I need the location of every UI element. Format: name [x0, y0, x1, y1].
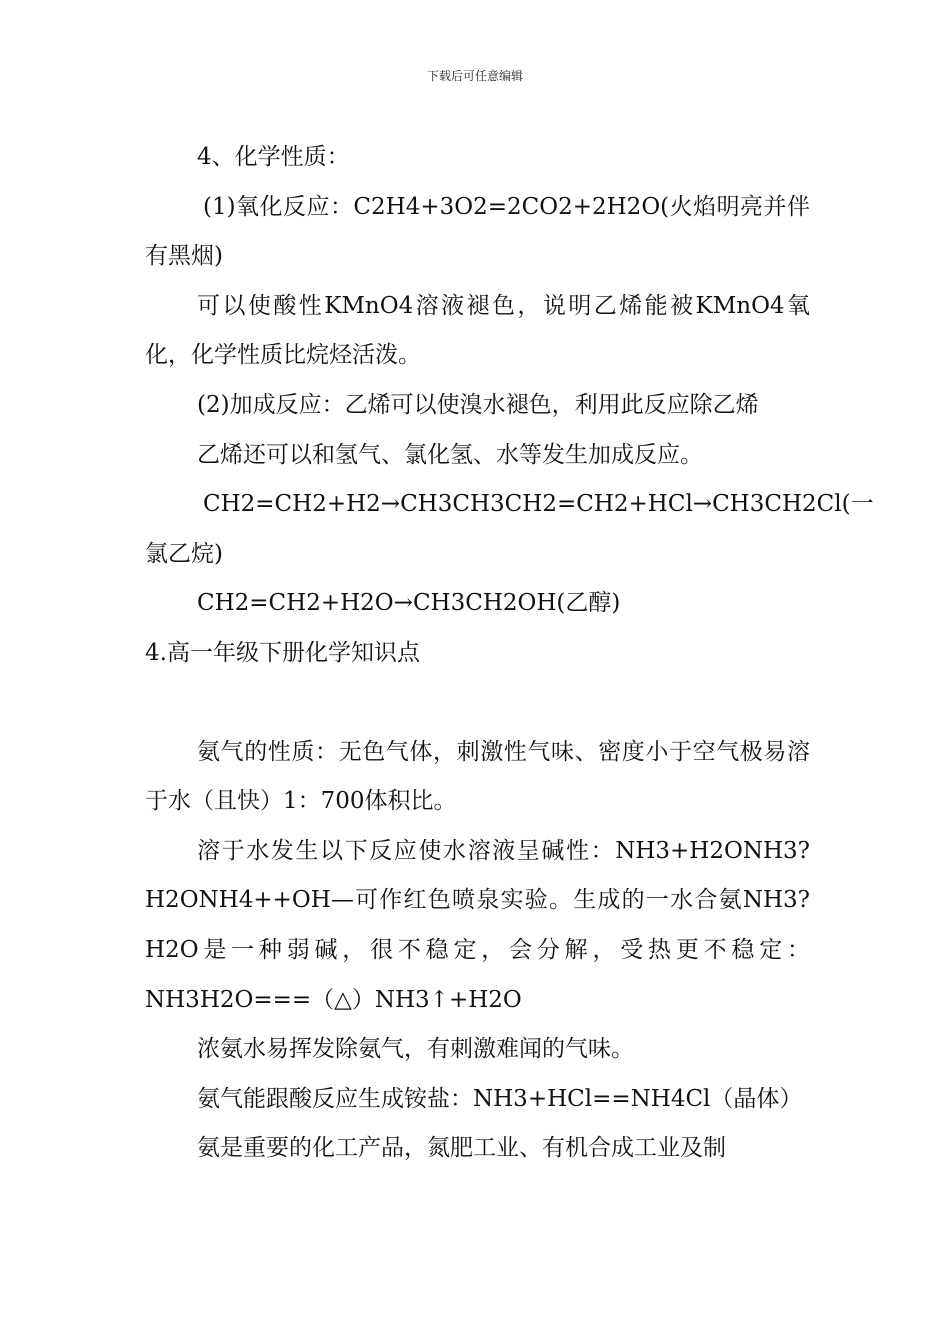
paragraph-ammonia-water: 溶于水发生以下反应使水溶液呈碱性：NH3+H2ONH3?H2ONH4++OH—可作红色喷泉实验。生成的一水合氨NH3?H2O是一种弱碱，很不稳定，会分解，受热更不稳定：NH3H2O===（△）NH3↑+H2O	[145, 837, 810, 1013]
paragraph-ammonia-industry: 氨是重要的化工产品，氮肥工业、有机合成工业及制	[197, 1135, 726, 1162]
paragraph-ammonia-properties: 氨气的性质：无色气体，刺激性气味、密度小于空气极易溶于水（且快）1：700体积比。	[145, 738, 810, 815]
document-body	[145, 133, 874, 1174]
paragraph-addition-others: 乙烯还可以和氢气、氯化氢、水等发生加成反应。	[197, 441, 703, 468]
paragraph-addition-reaction: (2)加成反应：乙烯可以使溴水褪色，利用此反应除乙烯	[197, 391, 759, 418]
paragraph-equation-h2o: CH2=CH2+H2O→CH3CH2OH(乙醇)	[197, 590, 621, 617]
paragraph-oxidation-reaction: (1)氧化反应：C2H4+3O2=2CO2+2H2O(火焰明亮并伴有黑烟)	[145, 193, 810, 270]
paragraph-equations-h2-hcl: CH2=CH2+H2→CH3CH3CH2=CH2+HCl→CH3CH2Cl(一氯乙烷)	[145, 491, 874, 567]
paragraph-concentrated-ammonia: 浓氨水易挥发除氨气，有刺激难闻的气味。	[197, 1036, 634, 1063]
page-header-note: 下载后可任意编辑	[426, 69, 523, 83]
blank-line	[145, 679, 810, 728]
paragraph-chemical-properties-title: 4、化学性质：	[197, 144, 350, 170]
section-heading: 4.高一年级下册化学知识点	[145, 639, 420, 666]
paragraph-ammonia-acid: 氨气能跟酸反应生成铵盐：NH3+HCl==NH4Cl（晶体）	[197, 1085, 803, 1112]
paragraph-kmno4-decolor: 可以使酸性KMnO4溶液褪色，说明乙烯能被KMnO4氧化，化学性质比烷烃活泼。	[145, 292, 810, 369]
